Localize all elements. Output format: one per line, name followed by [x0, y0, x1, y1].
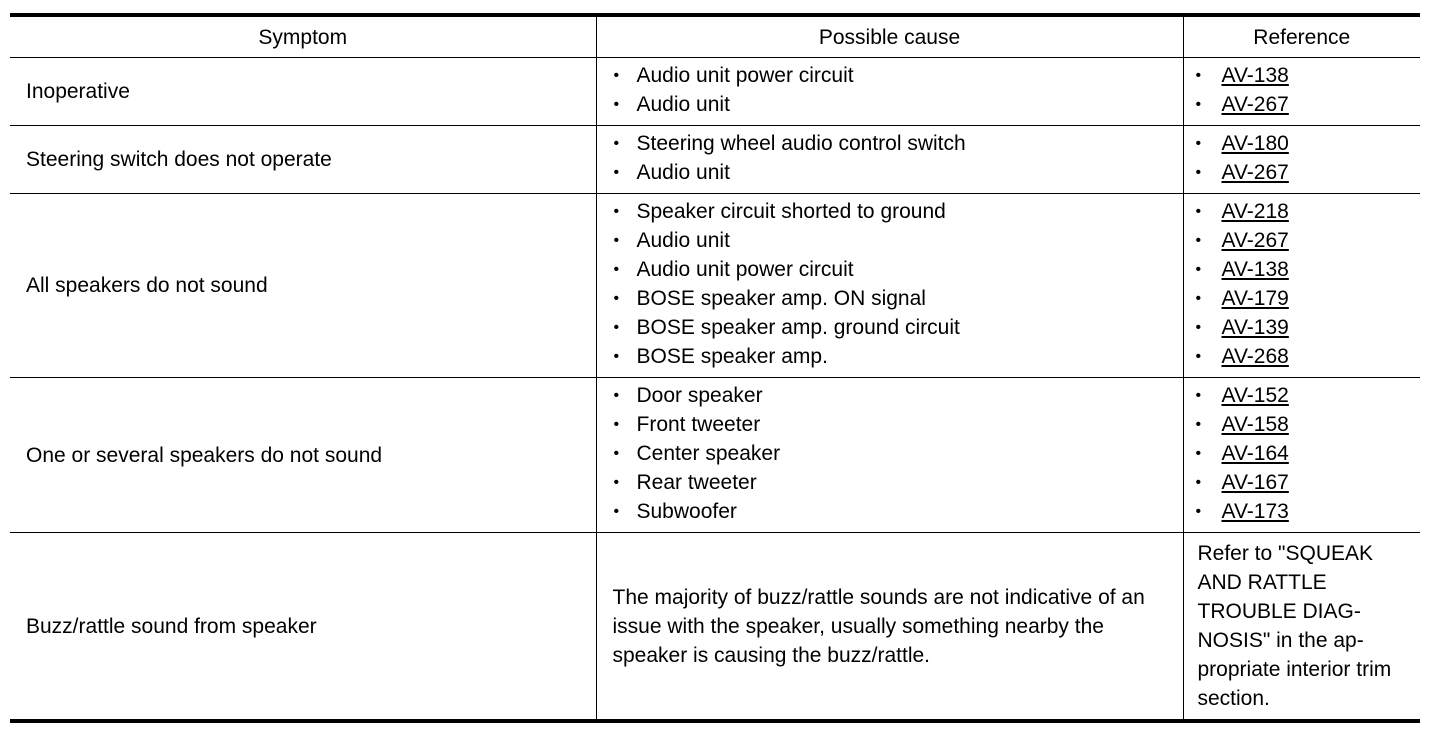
- reference-item: [1184, 313, 1421, 342]
- bullet-icon: •: [613, 348, 620, 365]
- reference-link[interactable]: AV-267: [1221, 229, 1289, 252]
- bullet-icon: •: [1195, 503, 1202, 520]
- reference-note: Refer to "SQUEAK AND RATTLE TROUBLE DIAG-NOSIS" in the ap-propriate interior trim section.: [1197, 542, 1392, 710]
- symptom-cell: Steering switch does not operate: [10, 126, 596, 194]
- reference-link[interactable]: AV-138: [1221, 258, 1289, 281]
- table-row: [10, 378, 1420, 533]
- reference-item: [1184, 381, 1421, 410]
- reference-link[interactable]: AV-158: [1221, 413, 1289, 436]
- cause-item: • Steering wheel audio control switch: [597, 129, 1183, 158]
- cause-item: • Audio unit power circuit: [597, 255, 1183, 284]
- symptom-cell: All speakers do not sound: [10, 194, 596, 378]
- cause-item: • Rear tweeter: [597, 468, 1183, 497]
- bullet-icon: •: [1195, 319, 1202, 336]
- reference-item: [1184, 255, 1421, 284]
- bullet-icon: •: [613, 96, 620, 113]
- cause-item: • Audio unit power circuit: [597, 61, 1183, 90]
- reference-cell: [1183, 126, 1420, 194]
- bullet-icon: •: [613, 319, 620, 336]
- bullet-icon: •: [1195, 445, 1202, 462]
- table-row: [10, 126, 1420, 194]
- symptom-table: [10, 13, 1420, 723]
- reference-item: [1184, 497, 1421, 526]
- bullet-icon: •: [613, 164, 620, 181]
- cause-item: • Audio unit: [597, 90, 1183, 119]
- bullet-icon: •: [613, 67, 620, 84]
- cause-paragraph: The majority of buzz/rattle sounds are not indicative of an issue with the speaker, usually something nearby the speaker is causing the buzz/rattle.: [612, 585, 1145, 667]
- bullet-icon: •: [1195, 164, 1202, 181]
- bullet-icon: •: [1195, 474, 1202, 491]
- reference-link[interactable]: AV-267: [1221, 93, 1289, 116]
- bullet-icon: •: [613, 290, 620, 307]
- cause-item: • Audio unit: [597, 158, 1183, 187]
- cause-item: • BOSE speaker amp. ON signal: [597, 284, 1183, 313]
- reference-item: [1184, 158, 1421, 187]
- cause-item: • Front tweeter: [597, 410, 1183, 439]
- reference-item: [1184, 439, 1421, 468]
- bullet-icon: •: [1195, 261, 1202, 278]
- reference-item: [1184, 61, 1421, 90]
- reference-link[interactable]: AV-139: [1221, 316, 1289, 339]
- bullet-icon: •: [613, 445, 620, 462]
- reference-link[interactable]: AV-218: [1221, 200, 1289, 223]
- cause-cell: [596, 194, 1183, 378]
- symptom-cell: Inoperative: [10, 58, 596, 126]
- cause-cell: [596, 58, 1183, 126]
- cause-cell: [596, 378, 1183, 533]
- cause-item: • Door speaker: [597, 381, 1183, 410]
- reference-cell: [1183, 194, 1420, 378]
- cause-cell: [596, 533, 1183, 722]
- bullet-icon: •: [613, 387, 620, 404]
- bullet-icon: •: [613, 261, 620, 278]
- reference-link[interactable]: AV-180: [1221, 132, 1289, 155]
- bullet-icon: •: [1195, 67, 1202, 84]
- table-row: [10, 58, 1420, 126]
- table-row: [10, 533, 1420, 722]
- cause-item: • Audio unit: [597, 226, 1183, 255]
- bullet-icon: •: [613, 135, 620, 152]
- bullet-icon: •: [1195, 387, 1202, 404]
- reference-cell: [1183, 58, 1420, 126]
- reference-link[interactable]: AV-173: [1221, 500, 1289, 523]
- bullet-icon: •: [613, 416, 620, 433]
- reference-item: [1184, 410, 1421, 439]
- table-row: [10, 194, 1420, 378]
- reference-link[interactable]: AV-179: [1221, 287, 1289, 310]
- bullet-icon: •: [613, 232, 620, 249]
- reference-item: [1184, 129, 1421, 158]
- reference-cell: [1183, 378, 1420, 533]
- cause-cell: [596, 126, 1183, 194]
- cause-item: • BOSE speaker amp. ground circuit: [597, 313, 1183, 342]
- reference-item: [1184, 284, 1421, 313]
- header-symptom: Symptom: [10, 15, 596, 58]
- reference-item: [1184, 90, 1421, 119]
- reference-link[interactable]: AV-267: [1221, 161, 1289, 184]
- reference-link[interactable]: AV-268: [1221, 345, 1289, 368]
- cause-item: • Subwoofer: [597, 497, 1183, 526]
- cause-item: • Center speaker: [597, 439, 1183, 468]
- cause-item: • BOSE speaker amp.: [597, 342, 1183, 371]
- bullet-icon: •: [1195, 203, 1202, 220]
- bullet-icon: •: [613, 503, 620, 520]
- reference-link[interactable]: AV-167: [1221, 471, 1289, 494]
- cause-item: • Speaker circuit shorted to ground: [597, 197, 1183, 226]
- bullet-icon: •: [1195, 348, 1202, 365]
- header-possible-cause: Possible cause: [596, 15, 1183, 58]
- reference-cell: [1183, 533, 1420, 722]
- reference-item: [1184, 197, 1421, 226]
- reference-link[interactable]: AV-164: [1221, 442, 1289, 465]
- bullet-icon: •: [1195, 290, 1202, 307]
- bullet-icon: •: [1195, 135, 1202, 152]
- symptom-cell: One or several speakers do not sound: [10, 378, 596, 533]
- bullet-icon: •: [1195, 232, 1202, 249]
- header-reference: Reference: [1183, 15, 1420, 58]
- bullet-icon: •: [613, 203, 620, 220]
- symptom-cell: Buzz/rattle sound from speaker: [10, 533, 596, 722]
- reference-item: [1184, 468, 1421, 497]
- bullet-icon: •: [1195, 416, 1202, 433]
- reference-link[interactable]: AV-138: [1221, 64, 1289, 87]
- reference-item: [1184, 226, 1421, 255]
- table-header-row: [10, 15, 1420, 58]
- bullet-icon: •: [1195, 96, 1202, 113]
- bullet-icon: •: [613, 474, 620, 491]
- reference-item: [1184, 342, 1421, 371]
- reference-link[interactable]: AV-152: [1221, 384, 1289, 407]
